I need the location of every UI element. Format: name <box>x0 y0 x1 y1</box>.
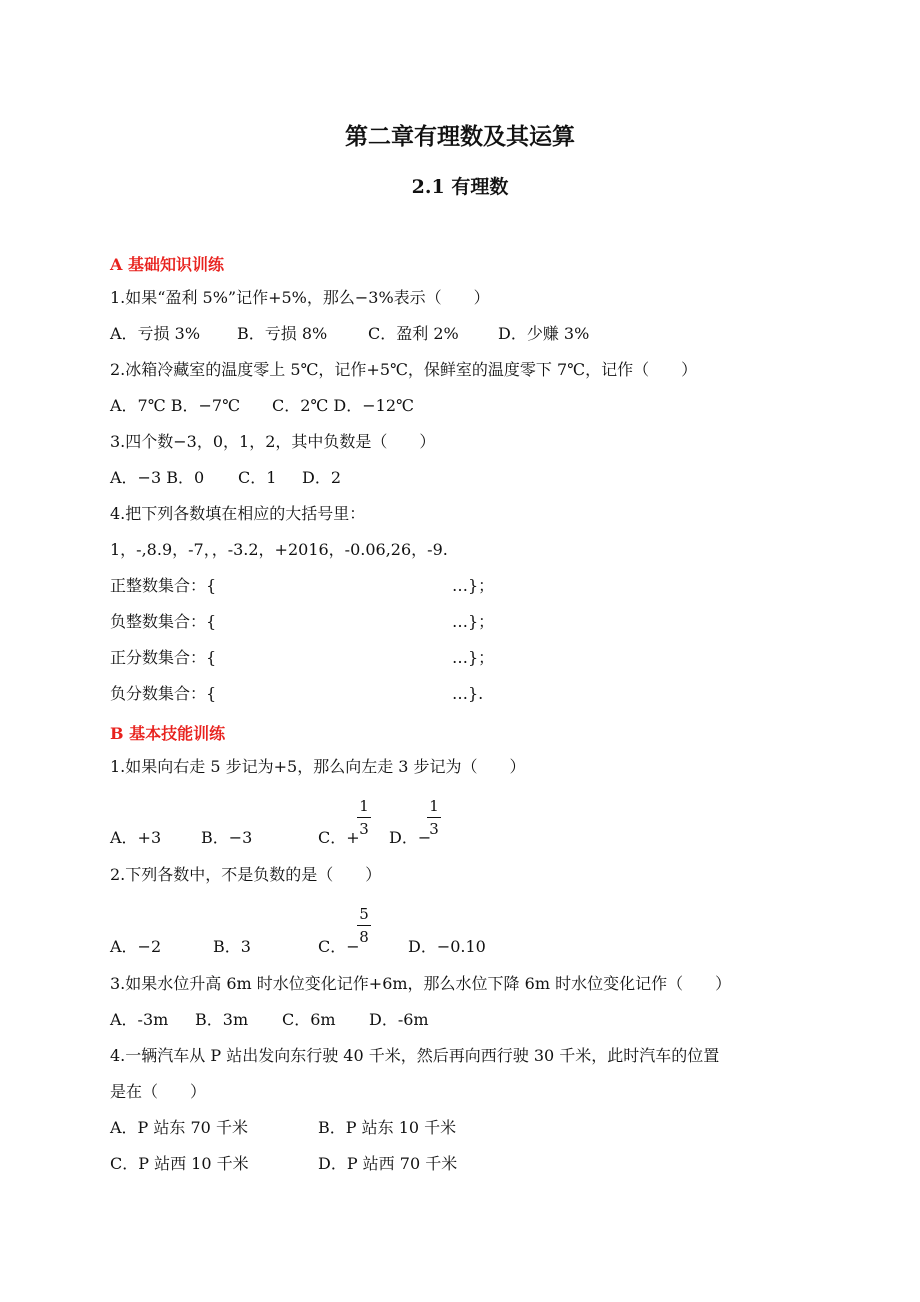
fraction-bar <box>357 817 371 818</box>
b-q2-option-a: A．−2 <box>110 937 162 956</box>
negative-fraction-set-end: …}. <box>452 684 484 703</box>
b-q2-option-d: D．−0.10 <box>408 937 486 956</box>
a-q1-option-d: D．少赚 3% <box>498 324 590 343</box>
a-q1-option-b: B．亏损 8% <box>237 324 328 343</box>
a-q4-stem: 4.把下列各数填在相应的大括号里： <box>110 504 366 523</box>
b-q1-option-c: C．+ <box>318 828 360 847</box>
positive-integer-set-label: 正整数集合：{ <box>110 576 217 595</box>
b-q3-stem: 3.如果水位升高 6m 时水位变化记作+6m，那么水位下降 6m 时水位变化记作（ ） <box>110 974 732 993</box>
b-q1-fraction-d <box>427 797 441 838</box>
fraction-numerator: 1 <box>359 797 369 815</box>
b-q1-stem: 1.如果向右走 5 步记为+5，那么向左走 3 步记为（ ） <box>110 757 526 776</box>
b-q2-fraction-c <box>357 905 371 946</box>
b-q3-option-d: D．-6m <box>369 1010 429 1029</box>
a-q1-option-c: C．盈利 2% <box>368 324 459 343</box>
fraction-bar <box>357 925 371 926</box>
b-q1-fraction-c <box>357 797 371 838</box>
fraction-numerator: 5 <box>359 905 369 923</box>
section-a-heading: A 基础知识训练 <box>110 255 224 274</box>
b-q3-option-c: C．6m <box>282 1010 336 1029</box>
a-q4-numbers: 1，-,8.9，-7，，-3.2，+2016，-0.06,26，-9. <box>110 540 448 559</box>
b-q1-option-d: D．− <box>389 828 432 847</box>
b-q4-option-a: A．P 站东 70 千米 <box>110 1118 248 1137</box>
a-q1-option-a: A．亏损 3% <box>110 324 201 343</box>
negative-integer-set-end: …}； <box>452 612 495 631</box>
b-q1-option-b: B．−3 <box>201 828 253 847</box>
a-q2-option-cd: C．2℃ D．−12℃ <box>272 396 414 415</box>
b-q2-stem: 2.下列各数中，不是负数的是（ ） <box>110 865 382 884</box>
fraction-bar <box>427 817 441 818</box>
positive-fraction-set-end: …}； <box>452 648 495 667</box>
b-q4-option-b: B．P 站东 10 千米 <box>318 1118 457 1137</box>
a-q2-stem: 2.冰箱冷藏室的温度零上 5℃，记作+5℃，保鲜室的温度零下 7℃，记作（ ） <box>110 360 698 379</box>
section-b-heading: B 基本技能训练 <box>110 724 226 743</box>
fraction-denominator: 8 <box>359 928 369 946</box>
section-title: 2.1 有理数 <box>411 176 509 198</box>
negative-integer-set-label: 负整数集合：{ <box>110 612 217 631</box>
b-q4-option-d: D．P 站西 70 千米 <box>318 1154 458 1173</box>
positive-integer-set-end: …}； <box>452 576 495 595</box>
b-q1-option-a: A．+3 <box>110 828 162 847</box>
b-q2-option-b: B．3 <box>213 937 251 956</box>
b-q4-stem-line1: 4.一辆汽车从 P 站出发向东行驶 40 千米，然后再向西行驶 30 千米，此时汽车的位置 <box>110 1046 720 1065</box>
chapter-title: 第二章有理数及其运算 <box>345 123 575 150</box>
positive-fraction-set-label: 正分数集合：{ <box>110 648 217 667</box>
b-q3-option-a: A．-3m <box>110 1010 169 1029</box>
a-q2-option-ab: A．7℃ B．−7℃ <box>110 396 240 415</box>
fraction-denominator: 3 <box>429 820 439 838</box>
b-q4-option-c: C．P 站西 10 千米 <box>110 1154 249 1173</box>
a-q3-option-c: C．1 <box>238 468 277 487</box>
a-q3-stem: 3.四个数−3，0，1，2，其中负数是（ ） <box>110 432 436 451</box>
a-q3-option-ab: A．−3 B．0 <box>110 468 205 487</box>
a-q1-stem: 1.如果“盈利 5%”记作+5%，那么−3%表示（ ） <box>110 288 490 307</box>
b-q4-stem-line2: 是在（ ） <box>110 1082 207 1101</box>
b-q2-option-c: C．− <box>318 937 360 956</box>
a-q3-option-d: D．2 <box>302 468 342 487</box>
fraction-numerator: 1 <box>429 797 439 815</box>
b-q3-option-b: B．3m <box>195 1010 249 1029</box>
negative-fraction-set-label: 负分数集合：{ <box>110 684 217 703</box>
fraction-denominator: 3 <box>359 820 369 838</box>
